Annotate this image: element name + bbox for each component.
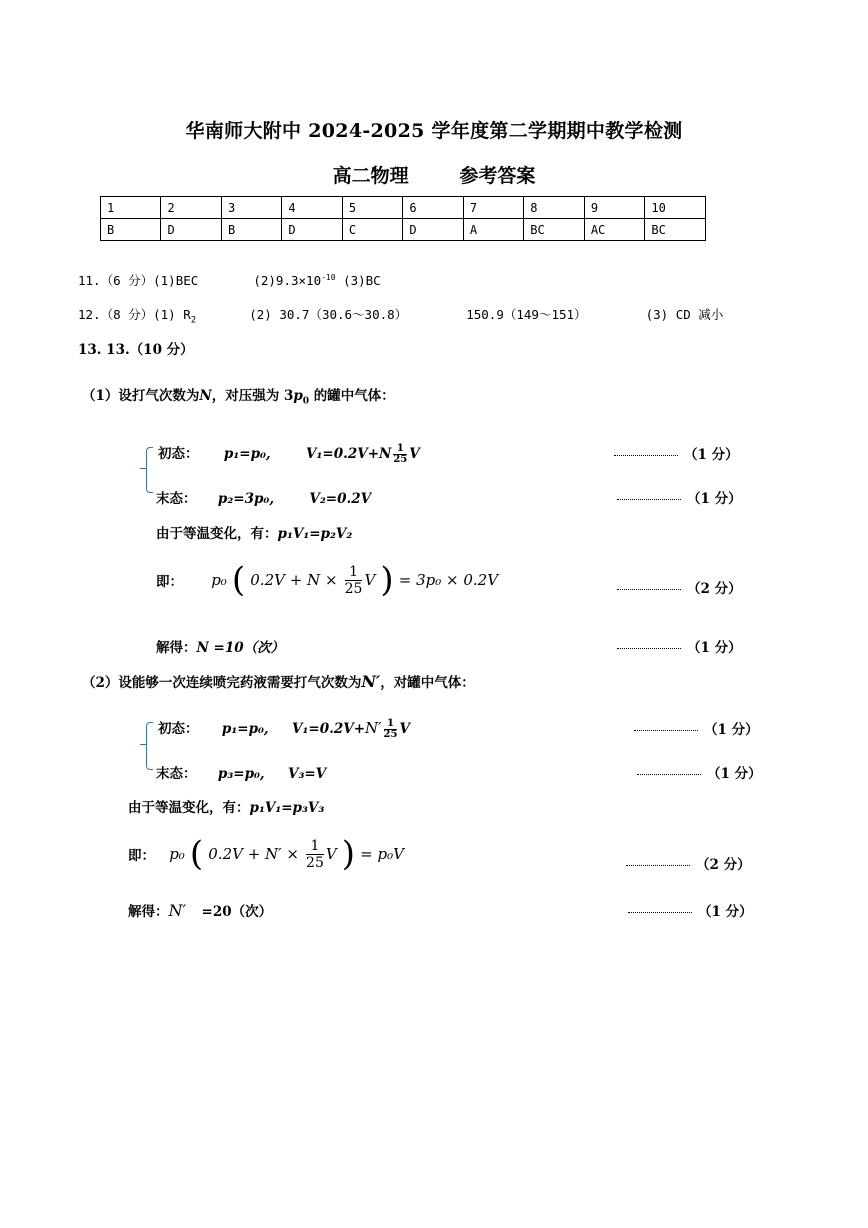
part2-equation <box>128 834 404 874</box>
q13-heading: 13. 13.（10 分） <box>78 342 194 358</box>
initial-pressure: p₁=p₀, <box>223 446 271 462</box>
score-value: （2 分） <box>687 581 742 597</box>
right-paren-icon: ) <box>341 834 356 874</box>
dashes <box>617 589 681 590</box>
frac-num: 1 <box>345 564 363 581</box>
dashes <box>617 499 681 500</box>
frac-den: 25 <box>344 580 363 597</box>
q11-part2: (2)9.3×10 <box>253 273 322 288</box>
frac-den: 25 <box>393 454 408 465</box>
score-value: （2 分） <box>696 857 751 873</box>
part1-initial <box>158 442 420 465</box>
part2-isothermal <box>128 796 324 816</box>
ji-label: 即： <box>156 574 183 590</box>
part1-solve <box>156 636 284 656</box>
final-pressure: p₃=p₀, <box>217 766 265 782</box>
part1-equation <box>156 560 498 600</box>
initial-volume: V₁=0.2V+N <box>306 446 392 462</box>
table-cell: C <box>342 219 402 241</box>
document-title: 华南师大附中 2024-2025 学年度第二学期期中教学检测 <box>185 120 683 142</box>
frac-den: 25 <box>383 729 398 740</box>
part2-final <box>156 762 326 782</box>
table-cell: D <box>161 219 221 241</box>
part1-lead-text: （1）设打气次数为 <box>82 388 200 404</box>
score <box>628 900 753 920</box>
left-paren-icon: ( <box>231 560 246 600</box>
frac-num: 1 <box>306 838 324 855</box>
table-cell: B <box>101 219 161 241</box>
part1-lead-tail: 的罐中气体： <box>309 388 395 404</box>
final-volume: V₂=0.2V <box>309 491 372 507</box>
solve-value: N =10（次） <box>196 640 285 656</box>
initial-label: 初态： <box>158 721 199 737</box>
answer-table-answer-row <box>101 219 706 241</box>
eq-inner-b: V <box>364 571 376 589</box>
var-p0: p <box>293 388 303 404</box>
table-cell: BC <box>645 219 706 241</box>
q11-part1: 11.（6 分）(1)BEC <box>78 273 199 288</box>
ji-label: 即： <box>128 848 155 864</box>
table-cell: A <box>463 219 523 241</box>
eq-fraction <box>306 838 324 871</box>
var-n: N <box>199 388 212 404</box>
table-cell: BC <box>524 219 585 241</box>
dashes <box>637 774 701 775</box>
dashes <box>614 455 678 456</box>
part2-initial <box>158 717 410 740</box>
answer-table-number-row <box>101 197 706 219</box>
part1-final <box>156 487 371 507</box>
part1-lead-mid: ，对压强为 3 <box>211 388 294 404</box>
brace-tip-icon <box>140 468 146 469</box>
eq-p0: p₀ <box>211 571 227 589</box>
q12-line <box>78 305 723 326</box>
isothermal-eq: p₁V₁=p₂V₂ <box>277 526 353 542</box>
initial-pressure: p₁=p₀, <box>221 721 269 737</box>
initial-volume: V₁=0.2V+ <box>292 721 366 737</box>
table-cell: D <box>403 219 463 241</box>
var-n-prime: N′ <box>361 672 381 691</box>
left-paren-icon: ( <box>189 834 204 874</box>
table-cell: D <box>282 219 342 241</box>
eq-fraction <box>345 564 363 597</box>
q12-part3: (3) CD 减小 <box>645 307 724 322</box>
solve-label: 解得： <box>156 640 197 656</box>
initial-volume-tail: V <box>399 721 410 737</box>
initial-volume-tail: V <box>409 446 420 462</box>
score <box>614 443 739 463</box>
eq-inner-a: 0.2V + N′ × <box>208 845 299 863</box>
frac-num: 1 <box>393 444 407 455</box>
table-cell: 8 <box>524 197 585 219</box>
eq-inner-a: 0.2V + N × <box>250 571 338 589</box>
eq-rhs: = 3p₀ × 0.2V <box>398 571 499 589</box>
table-cell: 9 <box>584 197 645 219</box>
eq-inner-b: V <box>325 845 337 863</box>
frac-den: 25 <box>306 854 324 871</box>
eq-rhs: = p₀V <box>360 845 404 863</box>
final-label: 末态： <box>156 491 197 507</box>
part2-lead-text: （2）设能够一次连续喷完药液需要打气次数为 <box>82 675 362 691</box>
score-value: （1 分） <box>687 491 742 507</box>
table-cell: AC <box>584 219 645 241</box>
table-cell: 6 <box>403 197 463 219</box>
dashes <box>634 730 698 731</box>
part2-lead-tail: ，对罐中气体： <box>380 675 475 691</box>
isothermal-eq: p₁V₁=p₃V₃ <box>249 800 325 816</box>
score <box>617 636 742 656</box>
eq-p0: p₀ <box>169 845 185 863</box>
answer-label: 参考答案 <box>459 165 536 187</box>
score <box>617 577 742 597</box>
q11-line <box>78 271 381 289</box>
subject-label: 高二物理 <box>332 165 409 187</box>
q12-subscript: 2 <box>190 315 197 326</box>
solve-label: 解得： <box>128 904 169 920</box>
initial-label: 初态： <box>158 446 199 462</box>
table-cell: 2 <box>161 197 221 219</box>
var-n-prime: N′ <box>168 901 187 920</box>
score-value: （1 分） <box>707 766 762 782</box>
brace-icon <box>146 722 153 770</box>
subscript: 0 <box>302 396 310 407</box>
score <box>637 762 762 782</box>
final-volume: V₃=V <box>288 766 327 782</box>
document-subtitle <box>0 161 868 188</box>
table-cell: 1 <box>101 197 161 219</box>
dashes <box>617 648 681 649</box>
q12-part1: 12.（8 分）(1) R <box>78 307 191 322</box>
table-cell: 4 <box>282 197 342 219</box>
score <box>634 718 759 738</box>
score-value: （1 分） <box>684 447 739 463</box>
q11-exponent: -10 <box>321 272 336 282</box>
final-pressure: p₂=3p₀, <box>217 491 275 507</box>
final-label: 末态： <box>156 766 197 782</box>
brace-icon <box>146 447 153 493</box>
score <box>617 487 742 507</box>
score-value: （1 分） <box>704 722 759 738</box>
fraction <box>384 719 398 740</box>
dashes <box>626 865 690 866</box>
isothermal-text: 由于等温变化，有： <box>156 526 278 542</box>
fraction <box>393 444 407 465</box>
score-value: （1 分） <box>698 904 753 920</box>
q11-part3: (3)BC <box>343 273 381 288</box>
part2-lead <box>82 671 475 691</box>
q12-part2b: 150.9（149～151） <box>466 307 587 322</box>
part2-solve <box>128 900 272 920</box>
q12-part2: (2) 30.7（30.6～30.8） <box>249 307 408 322</box>
part1-lead <box>82 384 395 407</box>
part1-isothermal <box>156 522 352 542</box>
score <box>626 853 751 873</box>
dashes <box>628 912 692 913</box>
solve-value: =20（次） <box>201 904 273 920</box>
brace-tip-icon <box>140 744 146 745</box>
right-paren-icon: ) <box>380 560 394 600</box>
isothermal-text: 由于等温变化，有： <box>128 800 250 816</box>
var-n-prime: N′ <box>365 719 382 737</box>
answer-table <box>100 196 706 241</box>
table-cell: 5 <box>342 197 402 219</box>
table-cell: 3 <box>221 197 281 219</box>
table-cell: B <box>221 219 281 241</box>
table-cell: 7 <box>463 197 523 219</box>
frac-num: 1 <box>384 719 398 730</box>
table-cell: 10 <box>645 197 706 219</box>
score-value: （1 分） <box>687 640 742 656</box>
